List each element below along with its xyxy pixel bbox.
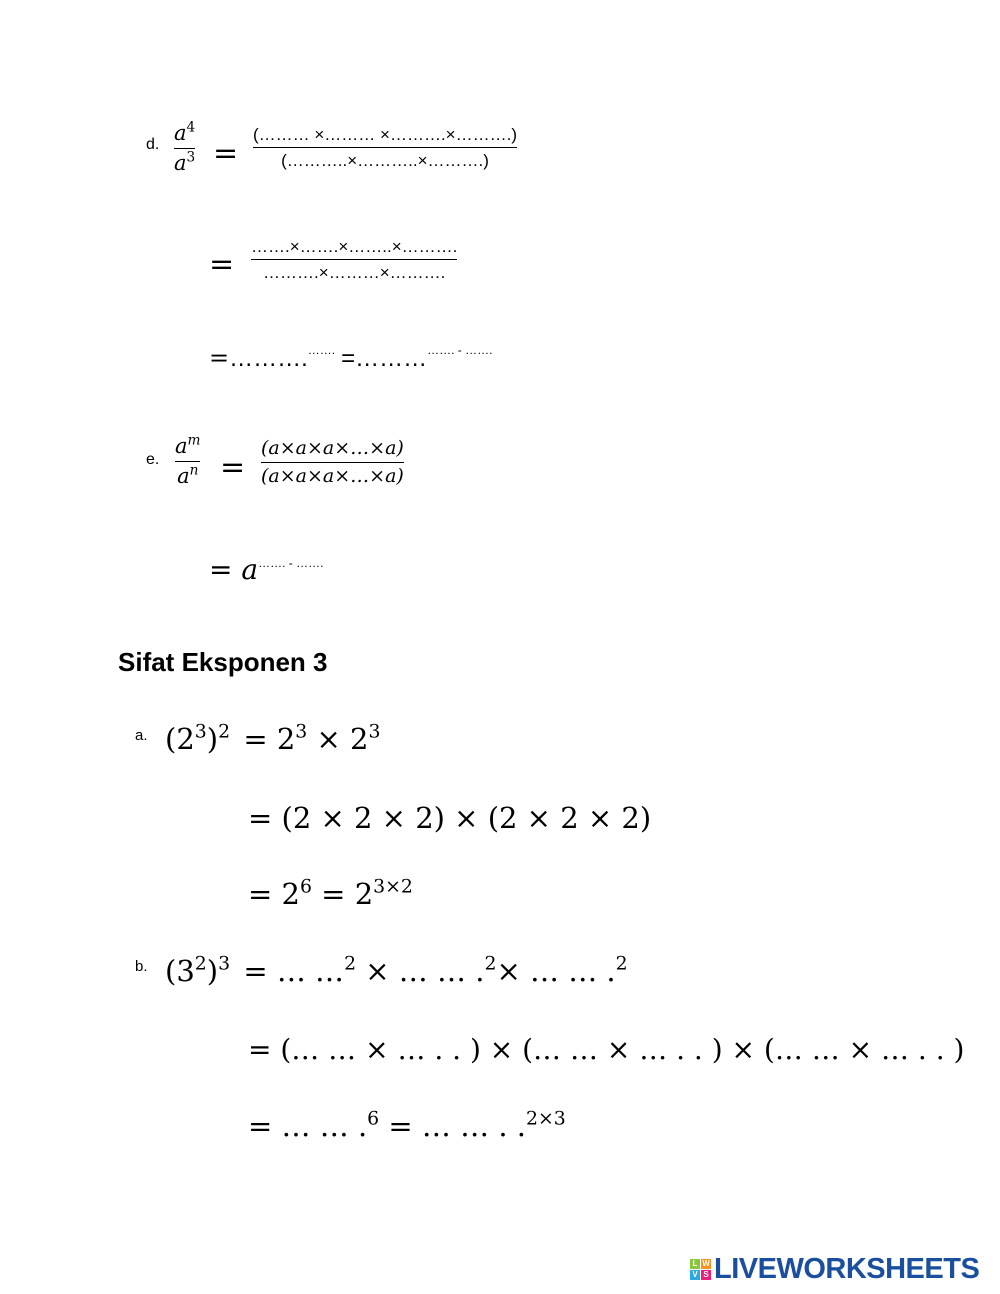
part-d-step3-mid: =………	[341, 345, 428, 372]
part-b-line1-lhs: (3	[165, 954, 195, 988]
part-e-result	[209, 553, 324, 586]
part-b-line1-rhs-exp3: 2	[615, 953, 628, 975]
part-b-line3-a: = … … .	[248, 1109, 368, 1143]
part-e-rhs-fraction	[261, 439, 404, 486]
part-a-line1	[165, 721, 381, 756]
part-e-lhs-num-base: a	[175, 434, 188, 458]
part-d-step1-denominator: (………..×………..×……….)	[281, 151, 489, 170]
part-e-result-equals: =	[209, 553, 233, 586]
part-b-line1-rhs-b: × … … .	[356, 954, 485, 988]
part-e-result-base: a	[241, 553, 259, 586]
part-d-step2-numerator: …….×…….×……..×……….	[251, 237, 458, 256]
part-d-step3-exp2: ……. - …….	[427, 343, 493, 357]
part-e-lhs-den-exp: n	[189, 462, 199, 479]
part-d-step3-exp1: …….	[307, 343, 336, 357]
part-d-lhs-num-exp: 4	[186, 119, 196, 136]
section-heading: Sifat Eksponen 3	[118, 647, 328, 677]
part-e-numerator: (a×a×a×…×a)	[261, 437, 404, 459]
part-b-line3-exp1: 6	[367, 1108, 380, 1130]
part-a-line3-a: = 2	[248, 877, 300, 911]
part-b-line2: = (… … × … . . ) × (… … × … . . ) × (… … × … . . )	[248, 1033, 965, 1066]
part-a-line1-lhs: (2	[165, 722, 195, 756]
part-b-line1-lhs-exp: 2	[194, 953, 207, 975]
part-a-label: a.	[135, 727, 148, 744]
part-d-step2-fraction	[251, 238, 457, 281]
part-b-line1-rhs-exp1: 2	[344, 953, 357, 975]
part-b-line1-rhs-a: = … …	[243, 954, 345, 988]
part-a-line3	[248, 876, 413, 911]
part-a-line2: = (2 × 2 × 2) × (2 × 2 × 2)	[248, 801, 652, 835]
part-b-line1-rhs-c: × … … .	[496, 954, 616, 988]
part-d-lhs-fraction	[174, 119, 196, 175]
part-b-line1	[165, 953, 628, 988]
part-a-line1-lhs-exp: 3	[194, 721, 207, 743]
part-d-step3	[209, 343, 493, 372]
part-b-line1-rhs-exp2: 2	[484, 953, 497, 975]
part-e-lhs-fraction	[175, 432, 201, 488]
part-a-line1-rhs: = 2	[243, 722, 296, 756]
part-a-line1-lhs-close-exp: 2	[218, 721, 231, 743]
part-e-denominator: (a×a×a×…×a)	[261, 465, 404, 487]
liveworksheets-logo	[690, 1253, 979, 1286]
logo-badge-icon: L W V S	[690, 1259, 711, 1280]
part-e-lhs-num-exp: m	[187, 432, 201, 449]
part-b-line3-exp2: 2×3	[526, 1108, 566, 1130]
part-e-equals-1: =	[220, 450, 246, 485]
part-a-line1-rhs-exp2: 3	[368, 721, 381, 743]
part-d-label: d.	[146, 136, 160, 153]
part-e-lhs-den-base: a	[177, 464, 190, 488]
part-d-lhs-num-base: a	[174, 121, 187, 145]
part-d-step2-denominator: ……….×………×……….	[263, 263, 446, 282]
logo-text: LIVEWORKSHEETS	[714, 1253, 980, 1285]
part-d-step1-numerator: (……… ×……… ×……….×……….)	[253, 125, 517, 144]
part-e-result-exp: ……. - …….	[258, 556, 324, 570]
part-a-line1-rhs-exp1: 3	[295, 721, 308, 743]
part-b-line3	[248, 1108, 566, 1143]
part-e-label: e.	[146, 451, 160, 468]
part-d-step3-base: ……….	[229, 345, 308, 372]
part-d-lhs-den-exp: 3	[186, 149, 196, 166]
part-b-line1-lhs-close: )	[206, 954, 219, 988]
part-d-equals-2: =	[209, 247, 235, 282]
part-d-step1-fraction	[253, 126, 517, 169]
part-a-line1-rhs-mid: × 2	[307, 722, 369, 756]
part-d-step3-equals: =	[209, 344, 230, 372]
part-b-label: b.	[135, 958, 148, 975]
part-a-line3-exp2: 3×2	[373, 876, 413, 898]
part-d-equals-1: =	[213, 136, 239, 171]
part-d-lhs-den-base: a	[174, 151, 187, 175]
part-a-line3-b: = 2	[311, 877, 374, 911]
part-a-line1-lhs-close: )	[206, 722, 219, 756]
part-b-line3-b: = … … . .	[379, 1109, 526, 1143]
part-b-line1-lhs-close-exp: 3	[218, 953, 231, 975]
part-a-line3-exp1: 6	[299, 876, 312, 898]
